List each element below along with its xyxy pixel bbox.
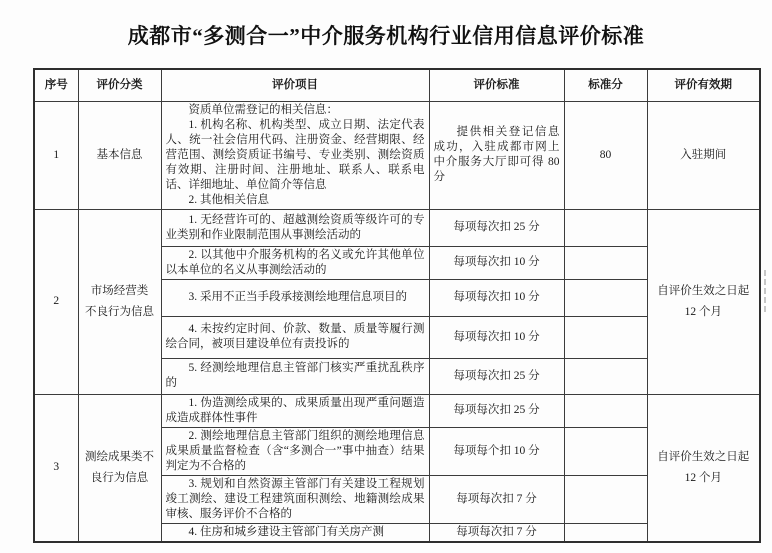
validity-cell bbox=[647, 394, 760, 542]
table-row bbox=[34, 394, 760, 427]
project-paragraph: 1. 伪造测绘成果的、成果质量出现严重问题造成造成群体性事件 bbox=[165, 396, 425, 424]
col-header-no: 序号 bbox=[34, 69, 78, 101]
scan-artifact bbox=[764, 270, 770, 312]
table-row bbox=[34, 101, 760, 209]
standard-cell: 每项每次扣 10 分 bbox=[429, 246, 564, 279]
category-line: 市场经营类 bbox=[90, 284, 149, 297]
document-title: 成都市“多测合一”中介服务机构行业信用信息评价标准 bbox=[127, 24, 645, 48]
category-cell bbox=[78, 394, 161, 542]
row-number-cell: 2 bbox=[34, 209, 78, 394]
score-cell bbox=[564, 358, 647, 394]
validity-line: 12 个月 bbox=[684, 471, 722, 484]
col-header-validity: 评价有效期 bbox=[647, 69, 760, 101]
category-line: 不良行为信息 bbox=[85, 305, 154, 318]
col-header-category: 评价分类 bbox=[78, 69, 161, 101]
validity-line: 自评价生效之日起 bbox=[657, 284, 750, 297]
project-cell bbox=[161, 279, 429, 316]
score-cell bbox=[564, 394, 647, 427]
project-paragraph: 1. 无经营许可的、超越测绘资质等级许可的专业类别和作业限制范围从事测绘活动的 bbox=[165, 213, 425, 241]
project-cell bbox=[161, 394, 429, 427]
category-cell bbox=[78, 209, 161, 394]
col-header-standard: 评价标准 bbox=[429, 69, 564, 101]
score-cell bbox=[564, 523, 647, 542]
category-line: 测绘成果类不 bbox=[85, 450, 154, 463]
validity-cell bbox=[647, 209, 760, 394]
project-paragraph: 2. 测绘地理信息主管部门组织的测绘地理信息成果质量监督检查（含“多测合一”事中抽查）结果判定为不合格的 bbox=[165, 429, 425, 472]
project-paragraph: 2. 其他相关信息 bbox=[188, 193, 269, 206]
project-cell bbox=[161, 475, 429, 523]
evaluation-table bbox=[33, 68, 761, 543]
standard-cell: 每项每次扣 25 分 bbox=[429, 209, 564, 246]
project-paragraph: 3. 采用不正当手段承接测绘地理信息项目的 bbox=[188, 291, 407, 303]
score-cell bbox=[564, 246, 647, 279]
standard-cell: 每项每次扣 25 分 bbox=[429, 358, 564, 394]
col-header-score: 标准分 bbox=[564, 69, 647, 101]
header-row bbox=[34, 69, 760, 101]
validity-line: 12 个月 bbox=[684, 305, 722, 318]
validity-line: 自评价生效之日起 bbox=[657, 450, 750, 463]
score-cell bbox=[564, 279, 647, 316]
standard-text: 提供相关登记信息成功，入驻成都市网上中介服务大厅即可得 80 分 bbox=[433, 126, 560, 183]
project-cell bbox=[161, 101, 429, 209]
project-cell bbox=[161, 523, 429, 542]
score-cell bbox=[564, 209, 647, 246]
score-cell bbox=[564, 427, 647, 475]
project-paragraph: 4. 住房和城乡建设主管部门有关房产测 bbox=[188, 525, 384, 538]
project-paragraph: 4. 未按约定时间、价款、数量、质量等履行测绘合同，被项目建设单位有责投诉的 bbox=[165, 323, 425, 350]
score-cell: 80 bbox=[564, 101, 647, 209]
project-paragraph: 2. 以其他中介服务机构的名义或允许其他单位以本单位的名义从事测绘活动的 bbox=[165, 248, 425, 276]
row-number-cell: 3 bbox=[34, 394, 78, 542]
standard-cell bbox=[429, 101, 564, 209]
col-header-project: 评价项目 bbox=[161, 69, 429, 101]
validity-cell: 入驻期间 bbox=[647, 101, 760, 209]
row-number-cell: 1 bbox=[34, 101, 78, 209]
standard-cell: 每项每次扣 25 分 bbox=[429, 394, 564, 427]
project-paragraph: 1. 机构名称、机构类型、成立日期、法定代表人、统一社会信用代码、注册资金、经营期限、经营范围、测绘资质证书编号、专业类别、测绘资质有效期、注册时间、注册地址、联系人、联系电话、详细地址、单位简介等信息 bbox=[165, 118, 425, 191]
project-cell bbox=[161, 316, 429, 358]
project-paragraph: 3. 规划和自然资源主管部门有关建设工程规划竣工测绘、建设工程建筑面积测绘、地籍测绘成果审核、服务评价不合格的 bbox=[165, 477, 425, 520]
standard-cell: 每项每次扣 10 分 bbox=[429, 279, 564, 316]
project-cell bbox=[161, 209, 429, 246]
standard-cell: 每项每次扣 7 分 bbox=[429, 475, 564, 523]
standard-cell: 每项每个扣 10 分 bbox=[429, 427, 564, 475]
project-paragraph: 资质单位需登记的相关信息： bbox=[188, 103, 338, 116]
standard-cell: 每项每次扣 10 分 bbox=[429, 316, 564, 358]
table-row bbox=[34, 209, 760, 246]
project-cell bbox=[161, 246, 429, 279]
score-cell bbox=[564, 475, 647, 523]
project-cell bbox=[161, 427, 429, 475]
score-cell bbox=[564, 316, 647, 358]
project-paragraph: 5. 经测绘地理信息主管部门核实严重扰乱秩序的 bbox=[165, 362, 425, 389]
standard-cell: 每项每次扣 7 分 bbox=[429, 523, 564, 542]
category-line: 良行为信息 bbox=[90, 471, 149, 484]
project-cell bbox=[161, 358, 429, 394]
category-cell: 基本信息 bbox=[78, 101, 161, 209]
